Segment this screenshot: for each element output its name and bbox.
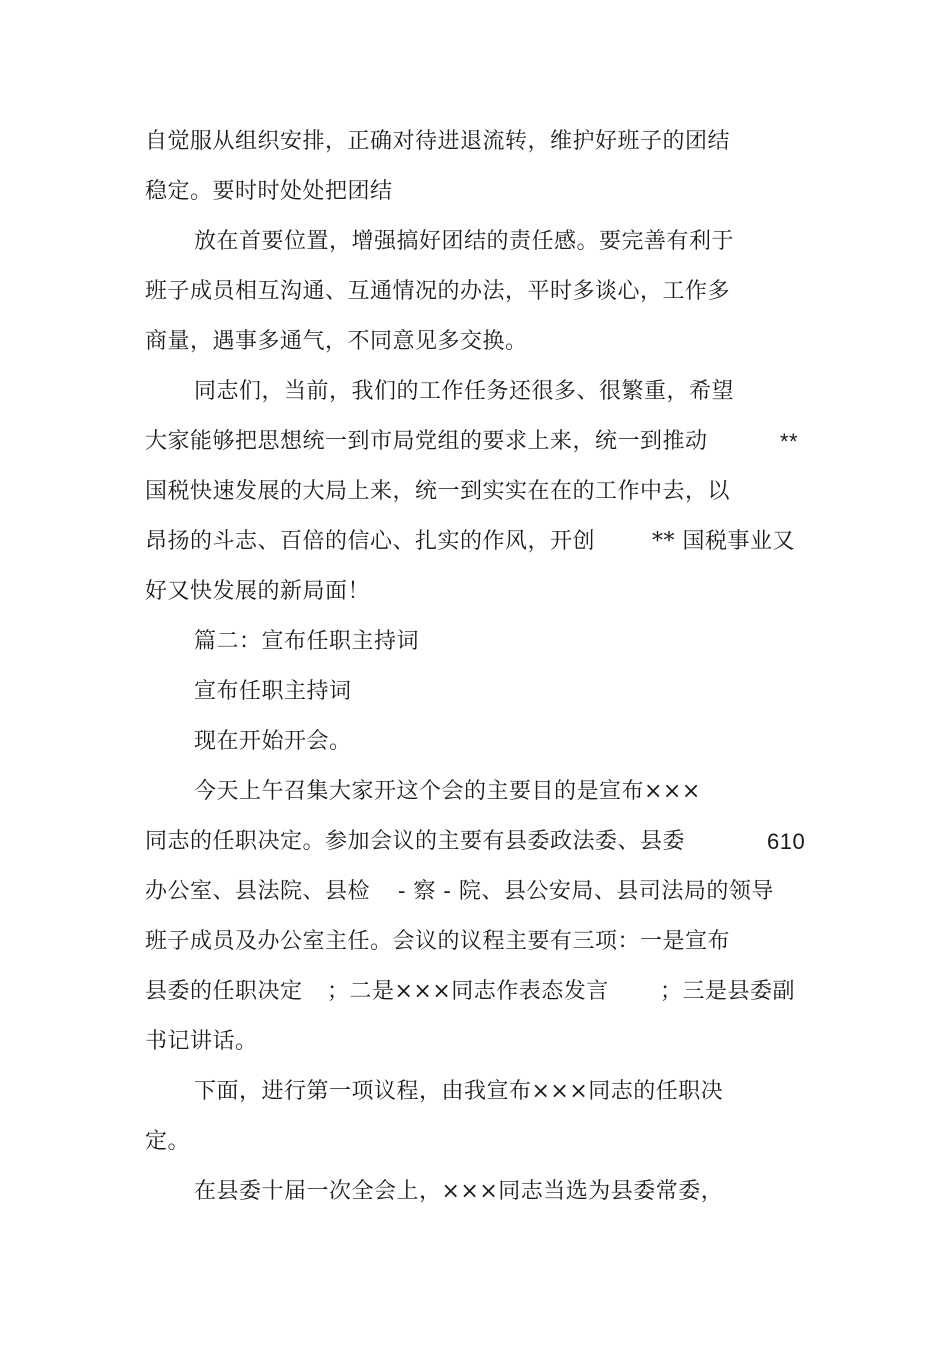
text-line: 现在开始开会。	[194, 729, 352, 754]
text-line: 昂扬的斗志、百倍的信心、扎实的作风，开创	[145, 529, 596, 554]
subheading: 宣布任职主持词	[194, 679, 352, 704]
text-fragment: **	[780, 429, 799, 454]
text-line: 同志们，当前，我们的工作任务还很多、很繁重，希望	[194, 379, 735, 404]
text-line: 班子成员及办公室主任。会议的议程主要有三项：一是宣布	[145, 929, 731, 954]
section-heading: 篇二：宣布任职主持词	[194, 629, 420, 654]
text-line: 自觉服从组织安排，正确对待进退流转，维护好班子的团结	[145, 129, 731, 154]
text-fragment: ** 国税事业又	[652, 529, 795, 554]
text-line: 同志的任职决定。参加会议的主要有县委政法委、县委	[145, 829, 686, 854]
text-line: 下面，进行第一项议程，由我宣布×××同志的任职决	[194, 1079, 724, 1104]
text-fragment: - 察 - 院、县公安局、县司法局的领导	[398, 879, 774, 904]
text-fragment: ；三是县委副	[660, 979, 796, 1004]
text-line: 今天上午召集大家开这个会的主要目的是宣布×××	[194, 779, 701, 804]
text-line: 县委的任职决定	[145, 979, 303, 1004]
text-line: 定。	[145, 1129, 191, 1154]
text-line: 书记讲话。	[145, 1029, 258, 1054]
text-line: 国税快速发展的大局上来，统一到实实在在的工作中去，以	[145, 479, 731, 504]
text-line: 在县委十届一次全会上，×××同志当选为县委常委，	[194, 1179, 724, 1204]
text-line: 稳定。要时时处处把团结	[145, 179, 393, 204]
text-line: 大家能够把思想统一到市局党组的要求上来，统一到推动	[145, 429, 708, 454]
text-line: 商量，遇事多通气，不同意见多交换。	[145, 329, 528, 354]
text-line: 放在首要位置，增强搞好团结的责任感。要完善有利于	[194, 229, 735, 254]
text-line: 好又快发展的新局面！	[145, 579, 371, 604]
text-line: 办公室、县法院、县检	[145, 879, 371, 904]
text-fragment: ；二是×××同志作表态发言	[327, 979, 609, 1004]
text-line: 班子成员相互沟通、互通情况的办法，平时多谈心，工作多	[145, 279, 731, 304]
text-fragment: 610	[767, 829, 806, 854]
